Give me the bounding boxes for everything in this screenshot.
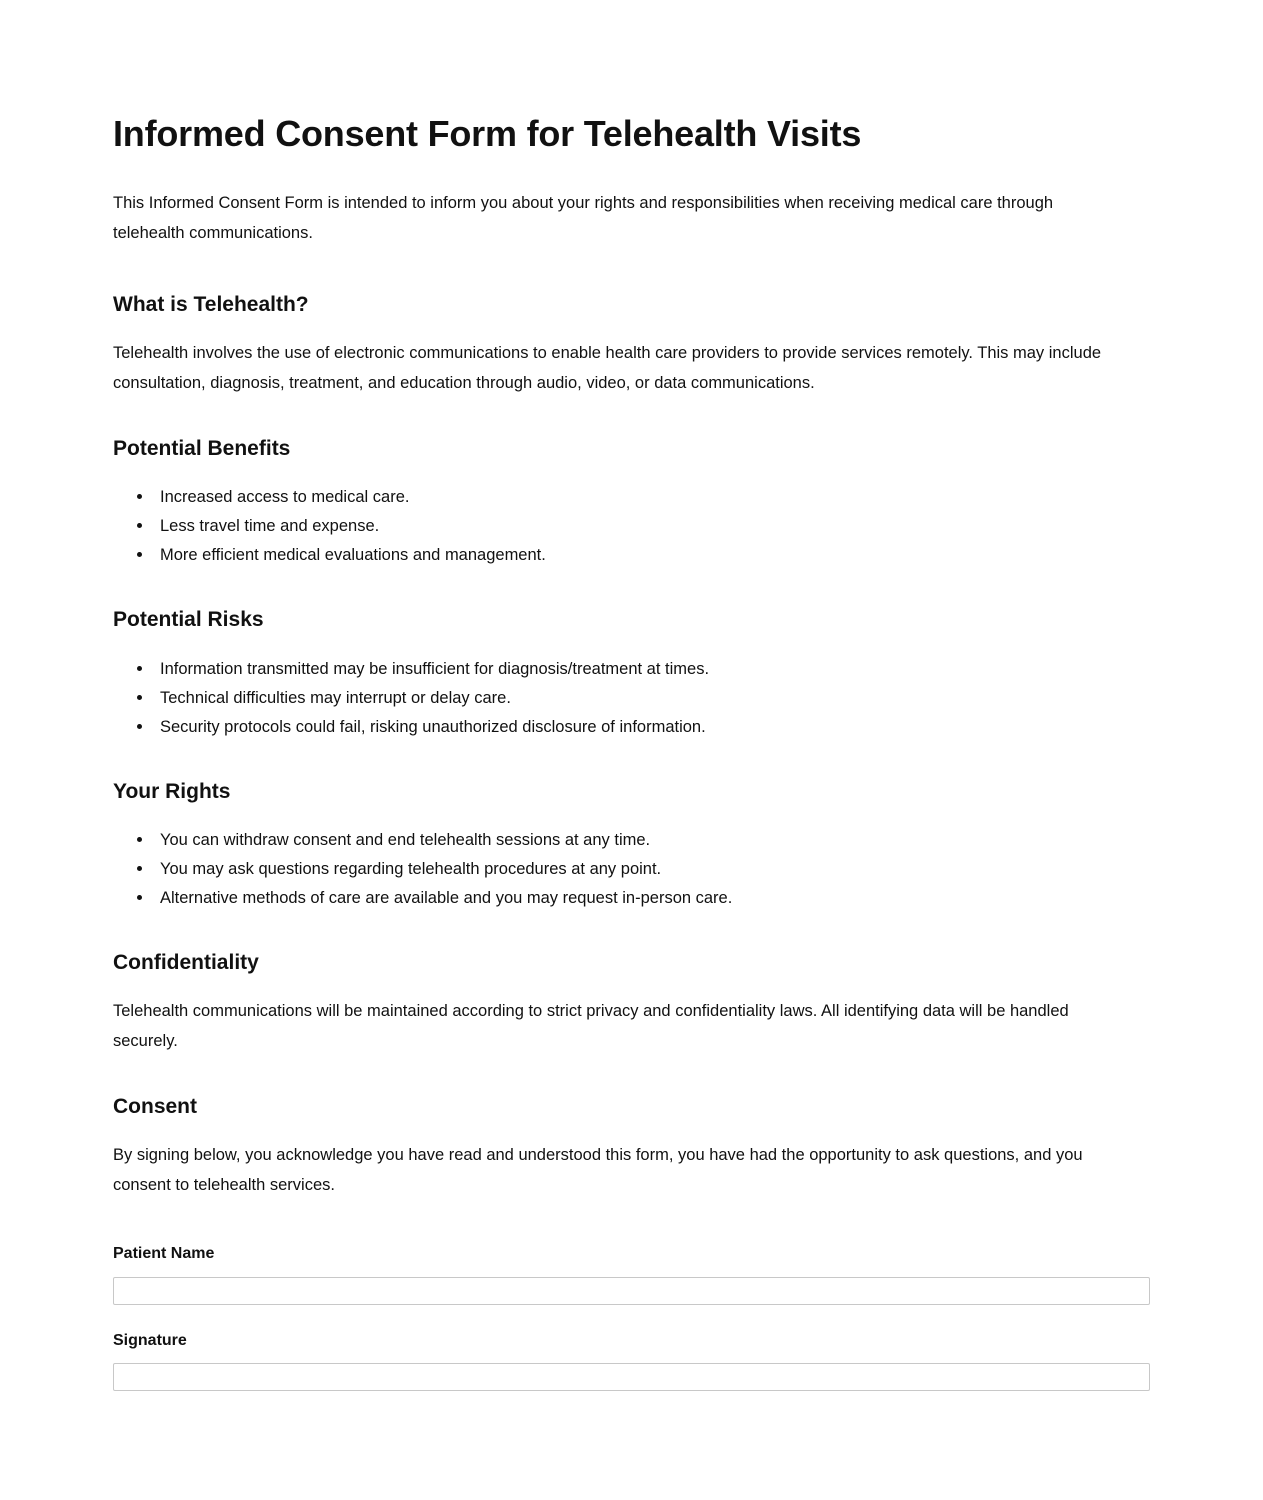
your-rights-list [113, 826, 1150, 912]
list-item: You may ask questions regarding telehealth procedures at any point. [137, 855, 1150, 883]
section-consent [113, 1094, 1150, 1200]
section-what-is-telehealth [113, 292, 1150, 398]
list-item: Information transmitted may be insufficient for diagnosis/treatment at times. [137, 655, 1150, 683]
intro-paragraph: This Informed Consent Form is intended to inform you about your rights and responsibilities when receiving medical care through telehealth communications. [113, 194, 1054, 242]
section-heading-confidentiality: Confidentiality [113, 951, 259, 975]
section-heading-your-rights: Your Rights [113, 779, 231, 803]
section-confidentiality [113, 950, 1150, 1056]
section-heading-consent: Consent [113, 1094, 197, 1118]
consent-form [113, 1244, 1150, 1478]
list-item: Increased access to medical care. [137, 483, 1150, 511]
intro-block [113, 189, 1150, 248]
section-heading-what-is-telehealth: What is Telehealth? [113, 293, 309, 317]
page-title: Informed Consent Form for Telehealth Visits [113, 113, 862, 154]
section-heading-potential-risks: Potential Risks [113, 608, 264, 632]
section-potential-risks [113, 607, 1150, 740]
field-group-patient-name [113, 1244, 1150, 1305]
signature-label: Signature [113, 1331, 187, 1349]
section-heading-potential-benefits: Potential Benefits [113, 437, 291, 461]
section-your-rights [113, 779, 1150, 912]
potential-benefits-list [113, 483, 1150, 569]
list-item: Security protocols could fail, risking unauthorized disclosure of information. [137, 713, 1150, 741]
section-potential-benefits [113, 436, 1150, 569]
section-body-consent: By signing below, you acknowledge you have read and understood this form, you have had the opportunity to ask questions, and you consent to telehealth services. [113, 1146, 1083, 1194]
potential-risks-list [113, 655, 1150, 741]
list-item: You can withdraw consent and end telehealth sessions at any time. [137, 826, 1150, 854]
list-item: More efficient medical evaluations and management. [137, 541, 1150, 569]
section-body-confidentiality: Telehealth communications will be maintained according to strict privacy and confidentiality laws. All identifying data will be handled securely. [113, 1002, 1069, 1050]
patient-name-input[interactable] [113, 1277, 1150, 1305]
field-group-signature [113, 1331, 1150, 1392]
patient-name-label: Patient Name [113, 1244, 215, 1262]
section-body-what-is-telehealth: Telehealth involves the use of electronic communications to enable health care providers to provide services remotely. This may include consultation, diagnosis, treatment, and education through audio, video, or data communications. [113, 344, 1102, 392]
signature-input[interactable] [113, 1363, 1150, 1391]
list-item: Less travel time and expense. [137, 512, 1150, 540]
list-item: Technical difficulties may interrupt or delay care. [137, 684, 1150, 712]
document-body [113, 113, 1150, 1477]
list-item: Alternative methods of care are available and you may request in-person care. [137, 884, 1150, 912]
